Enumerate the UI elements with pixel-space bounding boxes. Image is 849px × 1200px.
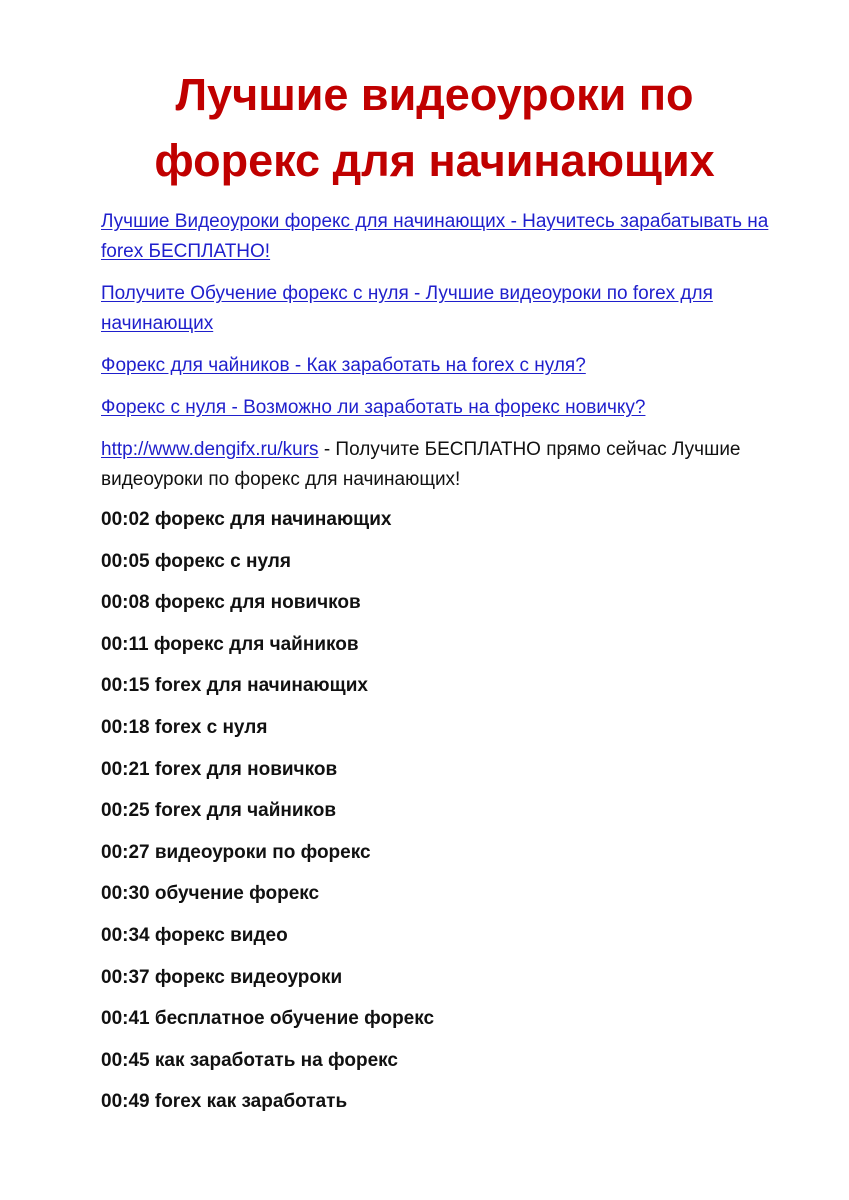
- timecode-item: 00:34 форекс видео: [101, 924, 288, 946]
- intro-text: - Получите БЕСПЛАТНО прямо сейчас Лучшие видеоуроки по форекс для начинающих!: [101, 439, 741, 490]
- timecode-list: [101, 507, 801, 1114]
- link-forex-for-newbie[interactable]: Форекс с нуля - Возможно ли заработать на форекс новичку?: [101, 397, 646, 418]
- link-learn-forex-free[interactable]: Лучшие Видеоуроки форекс для начинающих - Научитесь зарабатывать на forex БЕСПЛАТНО!: [101, 211, 769, 262]
- document-body: [101, 207, 801, 1131]
- title-line-1: Лучшие видеоуроки по: [175, 69, 694, 120]
- title-line-2: форекс для начинающих: [154, 135, 715, 186]
- timecode-item: 00:30 обучение форекс: [101, 883, 320, 905]
- link-item: [101, 351, 801, 381]
- timecode-item: 00:08 форекс для новичков: [101, 592, 361, 614]
- link-forex-training-from-scratch[interactable]: Получите Обучение форекс с нуля - Лучшие видеоуроки по forex для начинающих: [101, 283, 713, 334]
- timecode-item: 00:37 форекс видеоуроки: [101, 966, 343, 988]
- timecode-item: 00:21 forex для новичков: [101, 758, 338, 780]
- timecode-item: 00:18 forex с нуля: [101, 716, 268, 738]
- timecode-item: 00:05 форекс с нуля: [101, 550, 291, 572]
- timecode-item: 00:41 бесплатное обучение форекс: [101, 1008, 435, 1030]
- timecode-item: 00:45 как заработать на форекс: [101, 1049, 398, 1071]
- timecode-item: 00:27 видеоуроки по форекс: [101, 841, 371, 863]
- timecode-item: 00:49 forex как заработать: [101, 1091, 348, 1113]
- timecode-item: 00:25 forex для чайников: [101, 800, 337, 822]
- link-item: [101, 207, 801, 267]
- timecode-item: 00:11 форекс для чайников: [101, 633, 359, 655]
- intro-paragraph: [101, 435, 801, 495]
- timecode-item: 00:15 forex для начинающих: [101, 675, 368, 697]
- link-item: [101, 393, 801, 423]
- link-item: [101, 279, 801, 339]
- course-url-link[interactable]: http://www.dengifx.ru/kurs: [101, 439, 319, 460]
- timecode-item: 00:02 форекс для начинающих: [101, 509, 392, 530]
- page-title: [40, 62, 829, 194]
- link-forex-for-dummies[interactable]: Форекс для чайников - Как заработать на forex с нуля?: [101, 355, 586, 376]
